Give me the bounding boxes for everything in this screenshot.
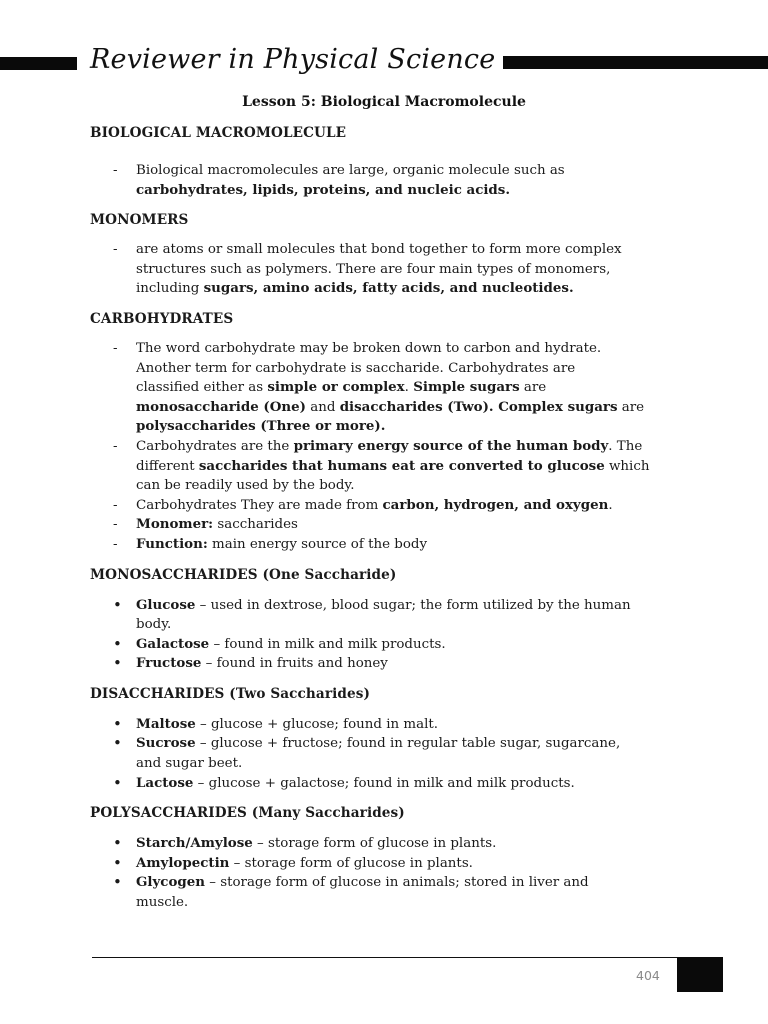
- bullet-marker: •: [113, 714, 122, 733]
- body-text: including: [136, 281, 204, 297]
- dash-marker: -: [113, 242, 118, 258]
- list-item: [90, 854, 690, 874]
- body-text: – glucose + glucose; found in malt.: [195, 716, 439, 732]
- bold-text: primary energy source of the human body: [293, 437, 609, 454]
- bold-text: Fructose: [136, 655, 202, 672]
- list-item: [90, 635, 690, 655]
- bold-text: Starch/Amylose: [136, 835, 253, 852]
- section-list: [90, 240, 690, 299]
- section-list: [90, 596, 690, 674]
- page-corner-block: [677, 957, 723, 992]
- body-text: Carbohydrates They are made from: [136, 497, 383, 513]
- list-item: [90, 596, 690, 635]
- body-text: Carbohydrates are the: [136, 438, 294, 454]
- body-text: – glucose + fructose; found in regular table sugar, sugarcane,: [195, 736, 621, 752]
- body-text: are atoms or small molecules that bond together to form more complex: [136, 242, 622, 258]
- dash-marker: -: [113, 340, 118, 356]
- bullet-marker: •: [113, 873, 122, 892]
- bullet-marker: •: [113, 834, 122, 853]
- lesson-title: Lesson 5: Biological Macromolecule: [242, 94, 526, 110]
- body-text: structures such as polymers. There are four main types of monomers,: [136, 261, 611, 277]
- body-text: . The: [608, 438, 643, 454]
- list-item: [90, 515, 690, 535]
- list-item: [90, 240, 690, 299]
- section-list: [90, 715, 690, 793]
- bold-text: saccharides that humans eat are converted to glucose: [198, 457, 605, 474]
- list-item: [90, 339, 690, 437]
- body-text: – storage form of glucose in plants.: [229, 855, 473, 871]
- bold-text: Amylopectin: [136, 854, 230, 871]
- body-text: and: [305, 399, 340, 415]
- bullet-marker: •: [113, 853, 122, 872]
- dash-marker: -: [113, 497, 118, 513]
- list-item: [90, 437, 690, 496]
- body-text: – glucose + galactose; found in milk and milk products.: [193, 775, 575, 791]
- footer-divider: [92, 957, 680, 958]
- body-text: – found in fruits and honey: [201, 656, 388, 672]
- dash-marker: -: [113, 517, 118, 533]
- body-text: – used in dextrose, blood sugar; the form utilized by the human: [195, 597, 631, 613]
- body-text: The word carbohydrate may be broken down to carbon and hydrate.: [136, 340, 602, 356]
- dash-marker: -: [113, 536, 118, 552]
- body-text: – storage form of glucose in plants.: [252, 836, 497, 852]
- bullet-marker: •: [113, 734, 122, 753]
- section-list: [90, 339, 690, 555]
- list-item: [90, 715, 690, 735]
- bold-text: Simple sugars: [413, 379, 520, 396]
- list-item: [90, 873, 690, 912]
- body-text: – storage form of glucose in animals; stored in liver and: [205, 875, 589, 891]
- bold-text: Monomer:: [136, 516, 214, 533]
- body-text: body.: [136, 617, 172, 633]
- body-text: different: [136, 458, 199, 474]
- bold-text: disaccharides (Two). Complex sugars: [339, 398, 618, 415]
- bold-text: Lactose: [136, 774, 194, 791]
- list-item: [90, 734, 690, 773]
- section-list: [90, 834, 690, 912]
- dash-marker: -: [113, 438, 118, 454]
- bold-text: Sucrose: [136, 735, 196, 752]
- bullet-marker: •: [113, 634, 122, 653]
- body-text: are: [617, 399, 645, 415]
- section-heading: POLYSACCHARIDES (Many Saccharides): [90, 805, 405, 822]
- body-text: – found in milk and milk products.: [209, 636, 446, 652]
- body-text: .: [404, 380, 414, 396]
- body-text: .: [608, 497, 613, 513]
- body-text: can be readily used by the body.: [136, 478, 355, 494]
- section-list: [90, 161, 690, 200]
- bold-text: Maltose: [136, 715, 196, 732]
- dash-marker: -: [113, 163, 118, 178]
- page-number: 404: [636, 968, 660, 983]
- list-item: [90, 535, 690, 555]
- section-heading: MONOMERS: [90, 212, 189, 229]
- bullet-marker: •: [113, 595, 122, 614]
- body-text: Another term for carbohydrate is saccharide. Carbohydrates are: [136, 360, 576, 376]
- section-heading: MONOSACCHARIDES (One Saccharide): [90, 566, 397, 583]
- bold-text: polysaccharides (Three or more).: [136, 418, 386, 435]
- list-item: [90, 654, 690, 674]
- bullet-marker: •: [113, 773, 122, 792]
- section-heading: DISACCHARIDES (Two Saccharides): [90, 685, 370, 702]
- bold-text: simple or complex: [267, 379, 405, 396]
- bold-text: sugars, amino acids, fatty acids, and nucleotides.: [203, 280, 574, 297]
- list-item: [90, 496, 690, 516]
- bold-text: monosaccharide (One): [136, 398, 306, 415]
- body-text: saccharides: [213, 517, 298, 533]
- list-item: [90, 834, 690, 854]
- bold-text: Glycogen: [136, 874, 206, 891]
- bullet-marker: •: [113, 654, 122, 673]
- body-text: are: [519, 380, 547, 396]
- body-text: muscle.: [136, 895, 189, 911]
- document-title: Reviewer in Physical Science: [90, 44, 496, 75]
- body-text: and sugar beet.: [136, 756, 243, 772]
- list-item: [90, 774, 690, 794]
- body-text: which: [604, 458, 650, 474]
- bold-text: Function:: [136, 535, 208, 552]
- bold-text: Glucose: [136, 596, 196, 613]
- body-text: Biological macromolecules are large, organic molecule such as: [136, 163, 565, 178]
- bold-text: carbohydrates, lipids, proteins, and nucleic acids.: [136, 181, 510, 198]
- section-heading: CARBOHYDRATES: [90, 310, 234, 327]
- document-body: [90, 123, 690, 913]
- body-text: main energy source of the body: [207, 536, 428, 552]
- body-text: classified either as: [136, 380, 268, 396]
- list-item: [90, 161, 690, 200]
- bold-text: carbon, hydrogen, and oxygen: [382, 496, 609, 513]
- header-bar-right: [503, 56, 768, 69]
- header-bar-left: [0, 57, 77, 70]
- section-heading: BIOLOGICAL MACROMOLECULE: [90, 125, 347, 141]
- bold-text: Galactose: [136, 635, 210, 652]
